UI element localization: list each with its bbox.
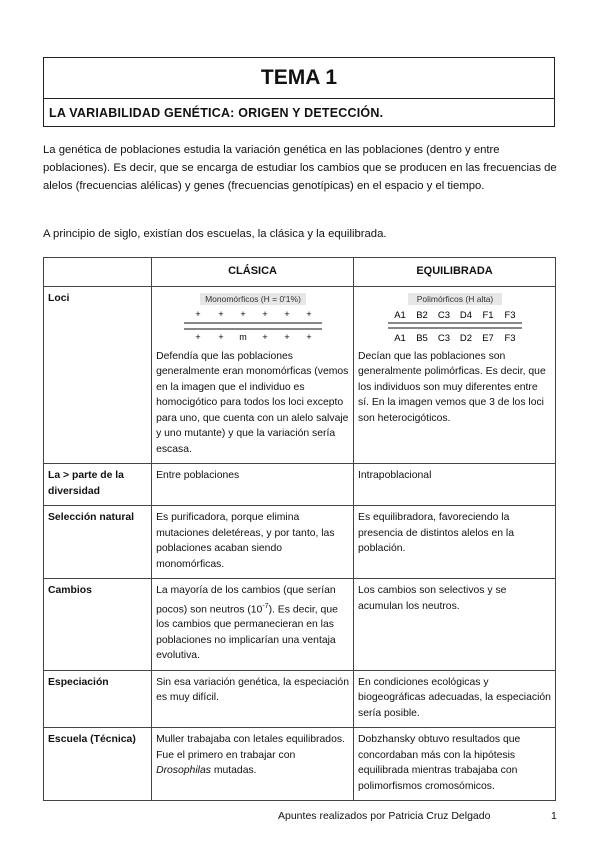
row-label-changes: Cambios — [44, 579, 152, 671]
table-row — [44, 670, 556, 728]
cell-diversity-equilibrada: Intrapoblacional — [354, 464, 556, 506]
footer-author: Apuntes realizados por Patricia Cruz Delgado — [278, 810, 491, 822]
cell-diversity-clasica: Entre poblaciones — [152, 464, 354, 506]
row-label-diversity: La > parte de la diversidad — [44, 464, 152, 506]
changes-clasica-post: ). Es decir, que los cambios que permanecieran en las poblaciones no implicarían una ventaja evolutiva. — [156, 603, 338, 662]
table-header-row — [44, 258, 556, 287]
loci-clasica-text: Defendía que las poblaciones generalmente eran monomórficas (vemos en la imagen que el individuo es homocigótico para todos los loci excepto para uno, que cuenta con un alelo salvaje y uno mutante) y que la variación sería escasa. — [156, 350, 349, 455]
locus-bottom-6: F3 — [503, 332, 516, 344]
monomorphic-loci-figure — [178, 293, 328, 345]
table-row — [44, 506, 556, 579]
cell-speciation-clasica: Sin esa variación genética, la especiación es muy difícil. — [152, 670, 354, 728]
cell-changes-equilibrada: Los cambios son selectivos y se acumulan los neutros. — [354, 579, 556, 671]
allele-bottom-5: + — [283, 331, 290, 342]
row-label-natural-selection: Selección natural — [44, 506, 152, 579]
page-number: 1 — [551, 810, 557, 822]
technique-clasica-pre: Muller trabajaba con letales equilibrados. Fue el primero en trabajar con — [156, 734, 345, 761]
cell-selection-equilibrada: Es equilibradora, favoreciendo la presencia de distintos alelos en la población. — [354, 506, 556, 579]
polymorphic-loci-figure — [380, 293, 530, 345]
intro-paragraph: La genética de poblaciones estudia la variación genética en las poblaciones (dentro y entre poblaciones). Es decir, que se encarga de estudiar los cambios que se producen en las frecuencias de alelos (frecuencias alélicas) y genes (frecuencias genotípicas) en el espacio y el tiempo. — [43, 144, 557, 192]
title-box — [43, 57, 555, 127]
locus-bottom-5: E7 — [481, 332, 494, 344]
comparison-table — [43, 257, 556, 801]
allele-bottom-6: + — [305, 331, 312, 342]
changes-exponent: -7 — [262, 602, 269, 610]
locus-bottom-3: C3 — [437, 332, 450, 344]
table-row — [44, 579, 556, 671]
cell-changes-clasica — [152, 579, 354, 671]
intro-paragraph-schools: A principio de siglo, existían dos escuelas, la clásica y la equilibrada. — [43, 228, 387, 240]
locus-top-6: F3 — [503, 309, 516, 321]
allele-top-5: + — [283, 308, 290, 319]
locus-top-2: B2 — [415, 309, 428, 321]
table-row — [44, 464, 556, 506]
technique-clasica-species: Drosophilas — [156, 765, 211, 777]
loci-equilibrada-text: Decían que las poblaciones son generalmente polimórficas. Es decir, que los individuos son muy diferentes entre sí. En la imagen vemos que 3 de los loci son heterocigóticos. — [358, 350, 546, 424]
page-title: TEMA 1 — [44, 58, 554, 99]
locus-bottom-1: A1 — [393, 332, 406, 344]
row-label-speciation: Especiación — [44, 670, 152, 728]
row-label-loci: Loci — [44, 286, 152, 464]
locus-bottom-4: D2 — [459, 332, 472, 344]
locus-top-5: F1 — [481, 309, 494, 321]
table-row — [44, 286, 556, 464]
allele-top-6: + — [305, 308, 312, 319]
cell-loci-clasica — [152, 286, 354, 464]
allele-top-2: + — [217, 308, 224, 319]
header-empty — [44, 258, 152, 287]
allele-top-3: + — [239, 308, 246, 319]
changes-clasica-pre: La mayoría de los cambios (que serían pocos) son neutros (10 — [156, 585, 336, 615]
cell-loci-equilibrada — [354, 286, 556, 464]
table-row — [44, 728, 556, 801]
allele-top-4: + — [261, 308, 268, 319]
allele-bottom-3: m — [238, 331, 247, 342]
page-subtitle: LA VARIABILIDAD GENÉTICA: ORIGEN Y DETECCIÓN. — [49, 106, 384, 120]
technique-clasica-post: mutadas. — [210, 765, 257, 777]
locus-top-1: A1 — [393, 309, 406, 321]
figure-caption: Monomórficos (H = 0'1%) — [204, 293, 301, 304]
allele-bottom-1: + — [194, 331, 201, 342]
allele-bottom-4: + — [261, 331, 268, 342]
locus-top-4: D4 — [459, 309, 472, 321]
locus-bottom-2: B5 — [415, 332, 428, 344]
figure-caption: Polimórficos (H alta) — [416, 293, 493, 304]
cell-speciation-equilibrada: En condiciones ecológicas y biogeográficas adecuadas, la especiación sería posible. — [354, 670, 556, 728]
allele-top-1: + — [194, 308, 201, 319]
header-clasica: CLÁSICA — [152, 258, 354, 287]
cell-technique-equilibrada: Dobzhansky obtuvo resultados que concordaban más con la hipótesis equilibrada mientras trabajaba con polimorfismos cromosómicos. — [354, 728, 556, 801]
allele-bottom-2: + — [217, 331, 224, 342]
header-equilibrada: EQUILIBRADA — [354, 258, 556, 287]
locus-top-3: C3 — [437, 309, 450, 321]
cell-technique-clasica — [152, 728, 354, 801]
row-label-school-technique: Escuela (Técnica) — [44, 728, 152, 801]
cell-selection-clasica: Es purificadora, porque elimina mutaciones deletéreas, y por tanto, las poblaciones acaban siendo monomórficas. — [152, 506, 354, 579]
